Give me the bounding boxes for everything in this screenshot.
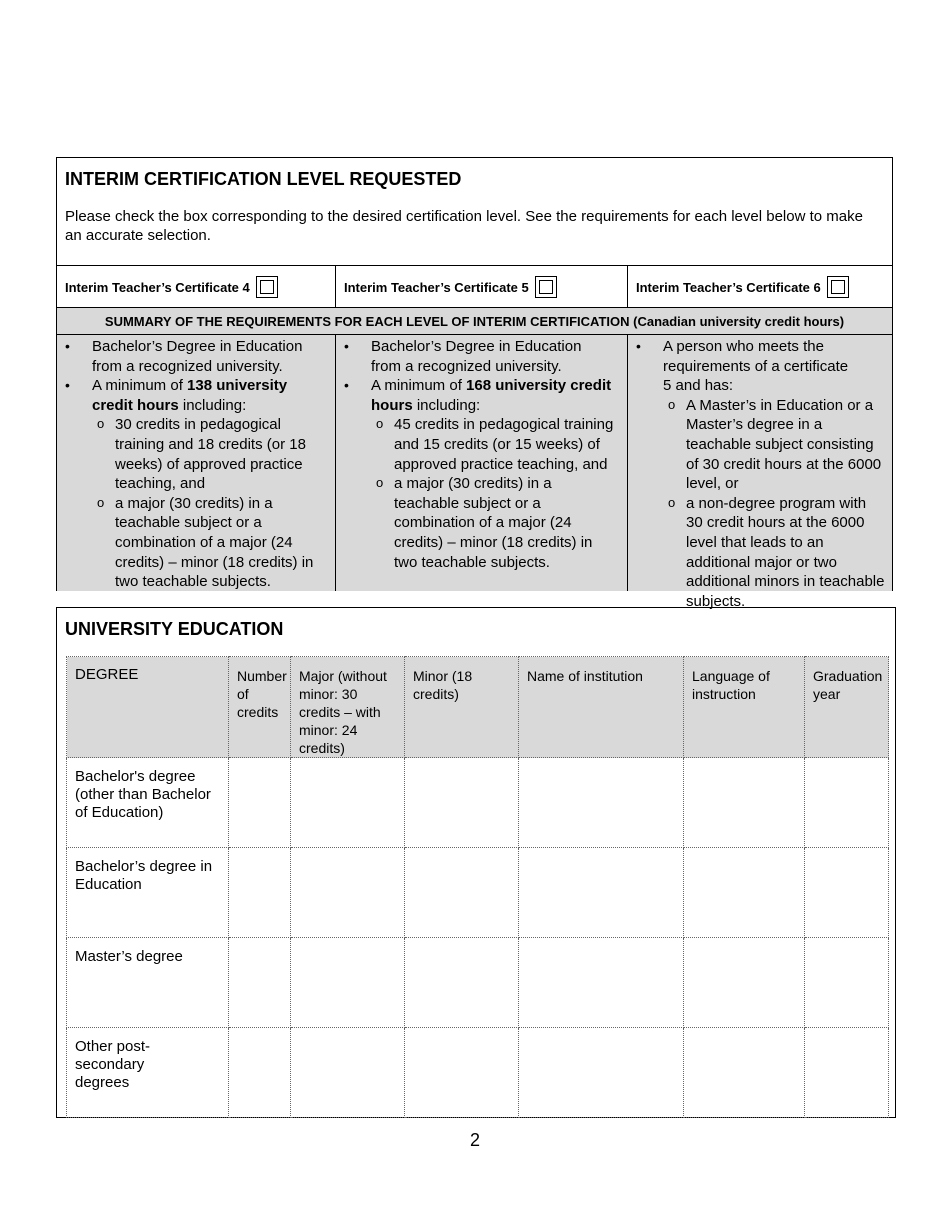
requirements-level-4 bbox=[57, 335, 335, 591]
degree-label: Bachelor's degree (other than Bachelor of Education) bbox=[67, 758, 229, 848]
column-header-graduation-year: Graduation year bbox=[805, 657, 889, 758]
table-row bbox=[67, 848, 889, 938]
language-cell[interactable] bbox=[684, 758, 805, 848]
requirement-bullet: • A minimum of 168 university credit hours including: o 45 credits in pedagogical training and 15 credits (or 15 weeks) of approved practice teaching, and o a major (30 credits) in a teachable subject or a combination of a major (24 credits) – minor (18 credits) in two teachable subjects. bbox=[336, 376, 615, 572]
table-header-row bbox=[67, 657, 889, 758]
language-cell[interactable] bbox=[684, 848, 805, 938]
table-row bbox=[67, 938, 889, 1028]
graduation-year-cell[interactable] bbox=[805, 938, 889, 1028]
graduation-year-cell[interactable] bbox=[805, 758, 889, 848]
requirements-row bbox=[57, 334, 892, 610]
column-header-credits: Number of credits bbox=[229, 657, 291, 758]
major-cell[interactable] bbox=[291, 848, 405, 938]
major-cell[interactable] bbox=[291, 938, 405, 1028]
certificate-label: Interim Teacher’s Certificate 4 bbox=[65, 279, 250, 295]
institution-cell[interactable] bbox=[519, 1028, 684, 1118]
credits-cell[interactable] bbox=[229, 938, 291, 1028]
degree-label: Master’s degree bbox=[67, 938, 229, 1028]
requirement-sub-bullet: o a major (30 credits) in a teachable subject or a combination of a major (24 credits) – minor (18 credits) in two teachable subjects. bbox=[371, 474, 615, 572]
section-title: INTERIM CERTIFICATION LEVEL REQUESTED bbox=[65, 169, 462, 189]
certificate-5-checkbox[interactable] bbox=[535, 276, 557, 298]
language-cell[interactable] bbox=[684, 1028, 805, 1118]
requirement-sub-bullet: o 45 credits in pedagogical training and 15 credits (or 15 weeks) of approved practice teaching, and bbox=[371, 415, 615, 474]
table-row bbox=[67, 1028, 889, 1118]
column-header-degree: DEGREE bbox=[67, 657, 229, 758]
credits-cell[interactable] bbox=[229, 848, 291, 938]
page-number: 2 bbox=[469, 1130, 480, 1150]
university-education-section bbox=[56, 607, 896, 1118]
section-instructions: Please check the box corresponding to the desired certification level. See the requirements for each level below to make an accurate selection. bbox=[65, 208, 863, 244]
minor-cell[interactable] bbox=[405, 1028, 519, 1118]
minor-cell[interactable] bbox=[405, 758, 519, 848]
language-cell[interactable] bbox=[684, 938, 805, 1028]
table-row bbox=[67, 758, 889, 848]
column-header-institution: Name of institution bbox=[519, 657, 684, 758]
credits-cell[interactable] bbox=[229, 758, 291, 848]
degree-label: Other post-secondary degrees bbox=[67, 1028, 229, 1118]
certificate-6-checkbox[interactable] bbox=[827, 276, 849, 298]
credits-cell[interactable] bbox=[229, 1028, 291, 1118]
education-table bbox=[66, 656, 889, 1118]
requirement-sub-bullet: o 30 credits in pedagogical training and 18 credits (or 18 weeks) of approved practice teaching, and bbox=[92, 415, 325, 493]
requirement-sub-bullet: o a major (30 credits) in a teachable subject or a combination of a major (24 credits) – minor (18 credits) in two teachable subjects. bbox=[92, 494, 325, 592]
certificate-4-checkbox[interactable] bbox=[256, 276, 278, 298]
institution-cell[interactable] bbox=[519, 848, 684, 938]
minor-cell[interactable] bbox=[405, 938, 519, 1028]
column-header-language: Language of instruction bbox=[684, 657, 805, 758]
major-cell[interactable] bbox=[291, 1028, 405, 1118]
degree-label: Bachelor’s degree in Education bbox=[67, 848, 229, 938]
certificate-level-6 bbox=[627, 266, 892, 308]
graduation-year-cell[interactable] bbox=[805, 848, 889, 938]
column-header-major: Major (without minor: 30 credits – with minor: 24 credits) bbox=[291, 657, 405, 758]
graduation-year-cell[interactable] bbox=[805, 1028, 889, 1118]
certificate-level-5 bbox=[335, 266, 627, 308]
certificate-level-row bbox=[57, 265, 892, 308]
section-title: UNIVERSITY EDUCATION bbox=[65, 619, 284, 639]
column-header-minor: Minor (18 credits) bbox=[405, 657, 519, 758]
certificate-label: Interim Teacher’s Certificate 6 bbox=[636, 279, 821, 295]
requirement-sub-bullet: o A Master’s in Education or a Master’s degree in a teachable subject consisting of 30 credit hours at the 6000 level, or bbox=[663, 396, 886, 494]
requirement-bullet: • A minimum of 138 university credit hours including: o 30 credits in pedagogical training and 18 credits (or 18 weeks) of approved practice teaching, and o a major (30 credits) in a teachable subject or a combination of a major (24 credits) – minor (18 credits) in two teachable subjects. bbox=[57, 376, 325, 592]
minor-cell[interactable] bbox=[405, 848, 519, 938]
requirements-level-6 bbox=[627, 335, 892, 610]
requirement-bullet: • Bachelor’s Degree in Education from a recognized university. bbox=[57, 337, 325, 376]
requirement-bullet: • Bachelor’s Degree in Education from a recognized university. bbox=[336, 337, 615, 376]
certificate-label: Interim Teacher’s Certificate 5 bbox=[344, 279, 529, 295]
certificate-level-4 bbox=[57, 266, 335, 308]
requirements-level-5 bbox=[335, 335, 627, 591]
institution-cell[interactable] bbox=[519, 938, 684, 1028]
institution-cell[interactable] bbox=[519, 758, 684, 848]
requirement-sub-bullet: o a non-degree program with 30 credit hours at the 6000 level that leads to an additional major or two additional minors in teachable subjects. bbox=[663, 494, 886, 612]
requirement-bullet: • A person who meets the requirements of a certificate 5 and has: o A Master’s in Education or a Master’s degree in a teachable subject consisting of 30 credit hours at the 6000 level, or o a non-degree program with 30 credit hours at the 6000 level that leads to an additional major or two additional minors in teachable subjects. bbox=[628, 337, 886, 611]
major-cell[interactable] bbox=[291, 758, 405, 848]
interim-certification-section bbox=[56, 157, 893, 610]
requirements-summary-heading: SUMMARY OF THE REQUIREMENTS FOR EACH LEVEL OF INTERIM CERTIFICATION (Canadian university credit hours) bbox=[57, 307, 892, 335]
